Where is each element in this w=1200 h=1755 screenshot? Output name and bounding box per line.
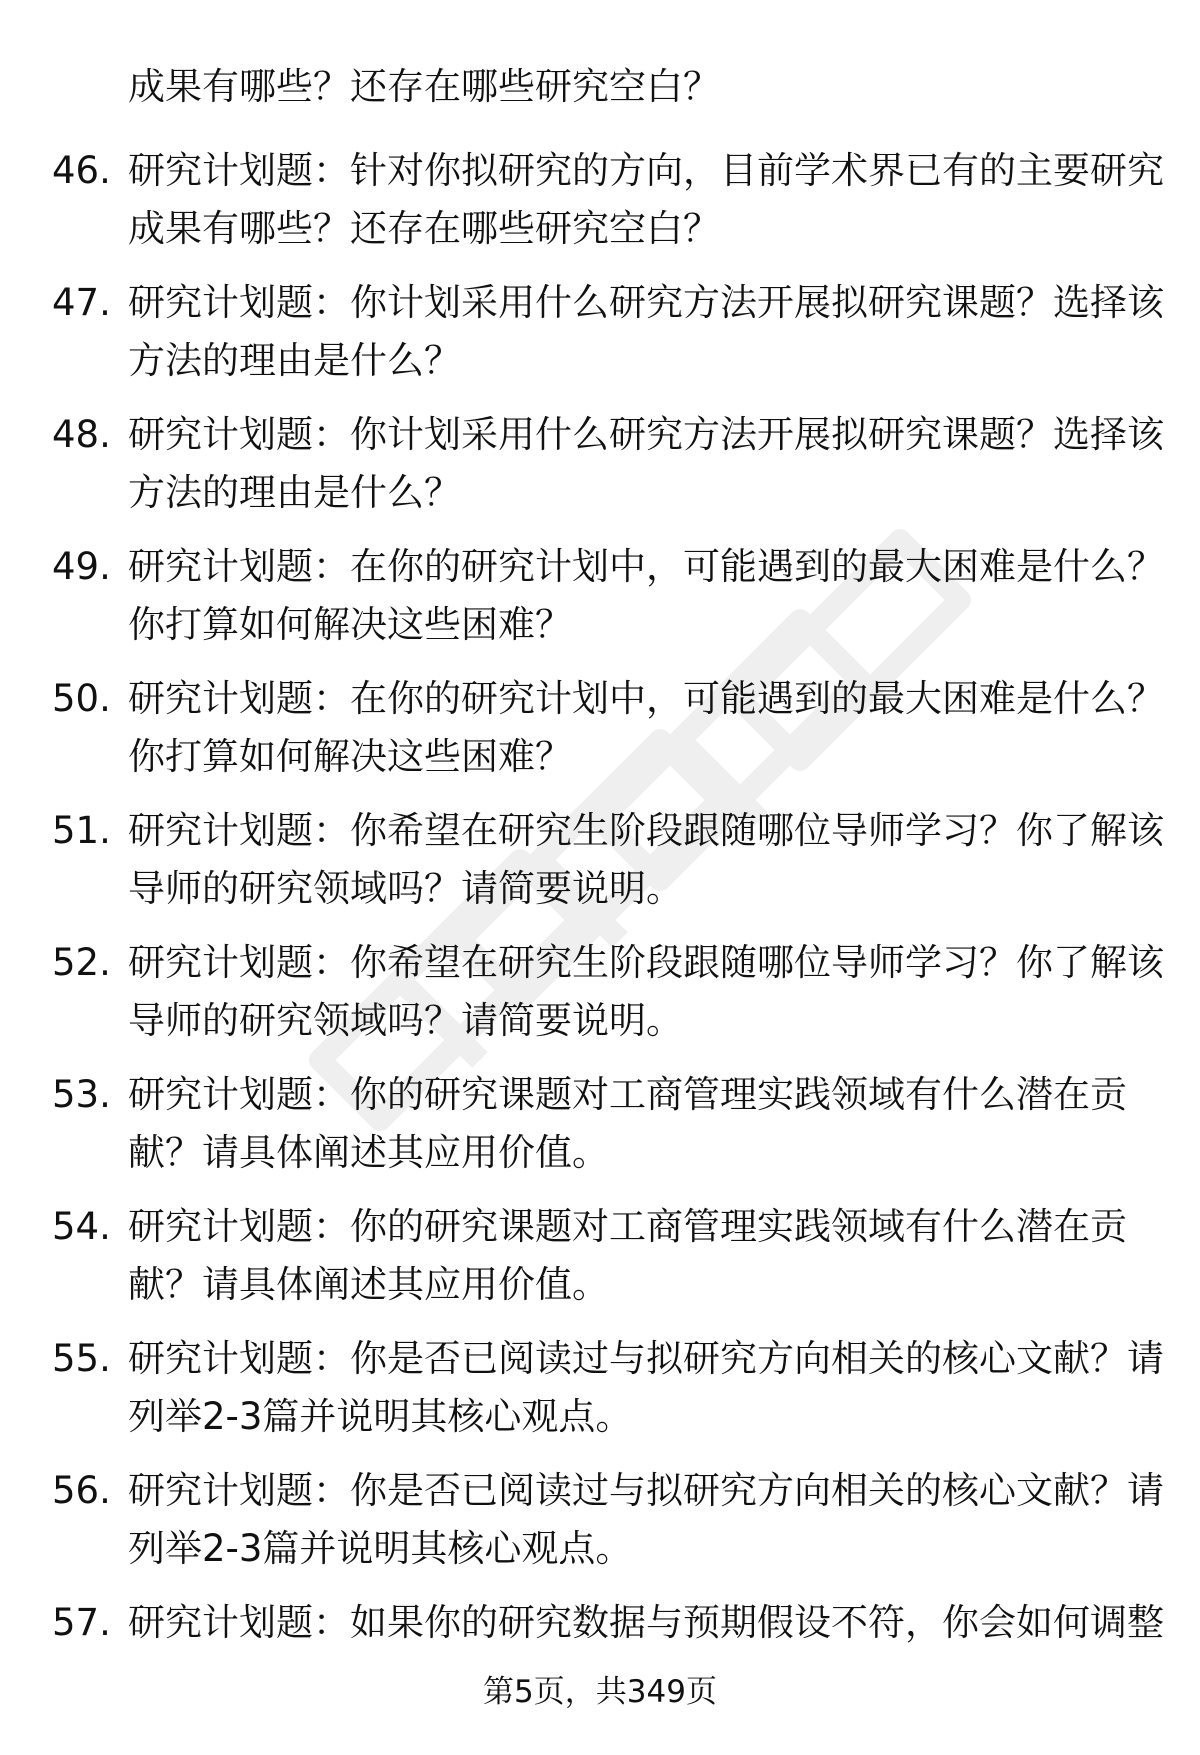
question-text [128,802,1164,918]
list-item [0,406,1200,522]
question-line: 列举2-3篇并说明其核心观点。 [128,1527,633,1570]
list-item [0,1066,1200,1182]
question-line: 研究计划题：你是否已阅读过与拟研究方向相关的核心文献？请 [128,1337,1164,1380]
question-number: 49. [52,545,111,588]
question-number: 52. [52,941,111,984]
list-item [0,538,1200,654]
question-number: 57. [52,1601,111,1644]
question-number: 50. [52,677,111,720]
question-text [128,406,1164,522]
question-line: 导师的研究领域吗？请简要说明。 [128,999,683,1042]
question-number: 46. [52,149,111,192]
question-line: 列举2-3篇并说明其核心观点。 [128,1395,633,1438]
question-line: 研究计划题：你是否已阅读过与拟研究方向相关的核心文献？请 [128,1469,1164,1512]
question-line: 方法的理由是什么？ [128,339,461,382]
question-line: 研究计划题：在你的研究计划中，可能遇到的最大困难是什么？ [128,545,1164,588]
question-line: 研究计划题：在你的研究计划中，可能遇到的最大困难是什么？ [128,677,1164,720]
list-item [0,934,1200,1050]
list-item [0,1198,1200,1314]
question-text [128,1198,1158,1314]
question-number: 51. [52,809,111,852]
question-text [128,1330,1164,1446]
question-line: 成果有哪些？还存在哪些研究空白？ [128,207,720,250]
question-line: 献？请具体阐述其应用价值。 [128,1131,609,1174]
question-text [128,1066,1158,1182]
question-text [128,1594,1164,1652]
question-line: 献？请具体阐述其应用价值。 [128,1263,609,1306]
question-line: 方法的理由是什么？ [128,471,461,514]
question-line: 研究计划题：你计划采用什么研究方法开展拟研究课题？选择该 [128,281,1164,324]
question-number: 54. [52,1205,111,1248]
list-item [0,670,1200,786]
question-line: 导师的研究领域吗？请简要说明。 [128,867,683,910]
list-item [0,1594,1200,1652]
question-number: 53. [52,1073,111,1116]
page-footer: 第5页，共349页 [483,1674,717,1710]
question-line: 你打算如何解决这些困难？ [128,735,572,778]
question-line: 研究计划题：如果你的研究数据与预期假设不符，你会如何调整 [128,1601,1164,1644]
list-item [0,274,1200,390]
question-list [0,142,1200,1668]
question-text [128,274,1164,390]
question-number: 56. [52,1469,111,1512]
question-line: 研究计划题：你希望在研究生阶段跟随哪位导师学习？你了解该 [128,809,1164,852]
question-line: 你打算如何解决这些困难？ [128,603,572,646]
question-text [128,934,1164,1050]
list-item [0,802,1200,918]
list-item [0,1330,1200,1446]
question-text [128,538,1164,654]
question-number: 48. [52,413,111,456]
question-line: 研究计划题：你希望在研究生阶段跟随哪位导师学习？你了解该 [128,941,1164,984]
question-number: 47. [52,281,111,324]
question-line: 研究计划题：你的研究课题对工商管理实践领域有什么潜在贡 [128,1205,1127,1248]
continued-question-text: 成果有哪些？还存在哪些研究空白？ [128,65,720,108]
list-item [0,142,1200,258]
question-text [128,670,1164,786]
question-line: 研究计划题：针对你拟研究的方向，目前学术界已有的主要研究 [128,149,1164,192]
question-text [128,1462,1164,1578]
question-line: 研究计划题：你的研究课题对工商管理实践领域有什么潜在贡 [128,1073,1127,1116]
question-number: 55. [52,1337,111,1380]
question-text [128,142,1164,258]
question-line: 研究计划题：你计划采用什么研究方法开展拟研究课题？选择该 [128,413,1164,456]
list-item [0,1462,1200,1578]
